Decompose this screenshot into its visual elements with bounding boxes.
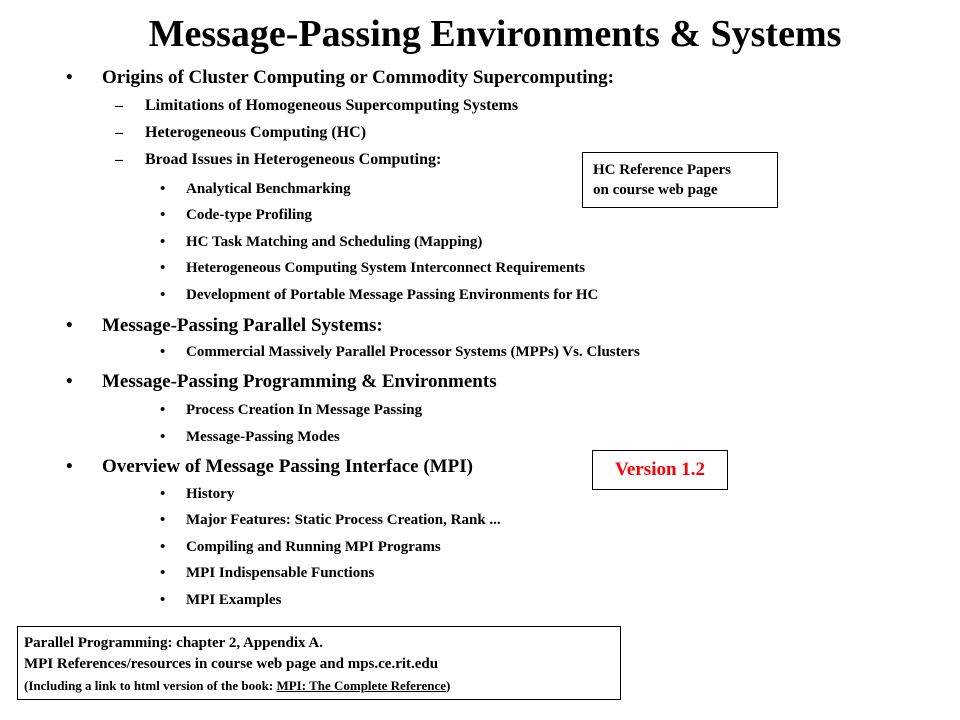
bullet-marker: •	[66, 67, 73, 88]
bullet-mp-programming	[66, 370, 497, 394]
item-text: Compiling and Running MPI Programs	[186, 539, 441, 555]
item-interconnect	[160, 258, 586, 278]
bullet-marker: •	[160, 260, 166, 276]
item-major-features	[160, 510, 501, 530]
item-history	[160, 484, 235, 504]
item-text: History	[186, 486, 235, 502]
dash-marker: –	[115, 151, 123, 168]
bullet-marker: •	[160, 565, 166, 581]
bullet-marker: •	[66, 371, 73, 392]
bullet-marker: •	[160, 486, 166, 502]
item-indispensable-functions	[160, 563, 375, 583]
item-text: HC Task Matching and Scheduling (Mapping)	[186, 234, 483, 250]
item-text: Process Creation In Message Passing	[186, 402, 423, 418]
callout-line: HC Reference Papers	[593, 162, 732, 178]
item-portable-environments	[160, 285, 599, 305]
item-compiling	[160, 537, 441, 557]
subitem-text: Limitations of Homogeneous Supercomputing Systems	[145, 97, 519, 114]
item-mpi-examples	[160, 590, 282, 610]
item-mpp-vs-clusters	[160, 342, 640, 362]
item-text: Major Features: Static Process Creation, Rank ...	[186, 512, 501, 528]
bullet-origins	[66, 66, 614, 90]
bullet-marker: •	[66, 315, 73, 336]
bullet-text: Origins of Cluster Computing or Commodity Supercomputing:	[102, 67, 614, 88]
dash-marker: –	[115, 97, 123, 114]
bullet-marker: •	[160, 181, 166, 197]
item-code-type-profiling	[160, 205, 312, 225]
subitem-text: Heterogeneous Computing (HC)	[145, 124, 367, 141]
subitem-limitations	[115, 96, 519, 116]
reference-suffix: )	[446, 678, 451, 693]
reference-line: MPI References/resources in course web page and mps.ce.rit.edu	[24, 656, 439, 672]
item-mp-modes	[160, 427, 340, 447]
subitem-text: Broad Issues in Heterogeneous Computing:	[145, 151, 442, 168]
bullet-marker: •	[160, 539, 166, 555]
item-task-matching	[160, 232, 483, 252]
item-text: Heterogeneous Computing System Interconnect Requirements	[186, 260, 586, 276]
hc-reference-callout	[582, 152, 778, 208]
version-badge: Version 1.2	[592, 450, 728, 490]
slide-title: Message-Passing Environments & Systems	[148, 13, 842, 55]
dash-marker: –	[115, 124, 123, 141]
item-text: Analytical Benchmarking	[186, 181, 351, 197]
subitem-hc	[115, 123, 367, 143]
bullet-marker: •	[160, 512, 166, 528]
bullet-marker: •	[160, 344, 166, 360]
bullet-marker: •	[160, 429, 166, 445]
item-text: Commercial Massively Parallel Processor Systems (MPPs) Vs. Clusters	[186, 344, 640, 360]
bullet-text: Message-Passing Programming & Environments	[102, 371, 497, 392]
item-text: MPI Indispensable Functions	[186, 565, 375, 581]
bullet-marker: •	[160, 207, 166, 223]
subitem-broad-issues	[115, 150, 442, 170]
item-analytical-benchmarking	[160, 179, 351, 199]
book-title-link[interactable]: MPI: The Complete Reference	[276, 678, 446, 693]
item-text: Code-type Profiling	[186, 207, 312, 223]
item-text: Development of Portable Message Passing Environments for HC	[186, 287, 599, 303]
bullet-text: Overview of Message Passing Interface (MPI)	[102, 456, 473, 477]
callout-line: on course web page	[593, 182, 718, 198]
item-process-creation	[160, 400, 423, 420]
bullet-marker: •	[160, 402, 166, 418]
bullet-marker: •	[66, 456, 73, 477]
bullet-mp-systems	[66, 314, 383, 338]
bullet-marker: •	[160, 592, 166, 608]
item-text: MPI Examples	[186, 592, 282, 608]
reference-box	[17, 626, 621, 700]
reference-prefix: (Including a link to html version of the book:	[24, 678, 277, 693]
reference-line	[24, 675, 620, 696]
bullet-mpi-overview	[66, 455, 473, 479]
bullet-marker: •	[160, 287, 166, 303]
reference-line: Parallel Programming: chapter 2, Appendix A.	[24, 635, 324, 651]
bullet-text: Message-Passing Parallel Systems:	[102, 315, 383, 336]
bullet-marker: •	[160, 234, 166, 250]
item-text: Message-Passing Modes	[186, 429, 340, 445]
